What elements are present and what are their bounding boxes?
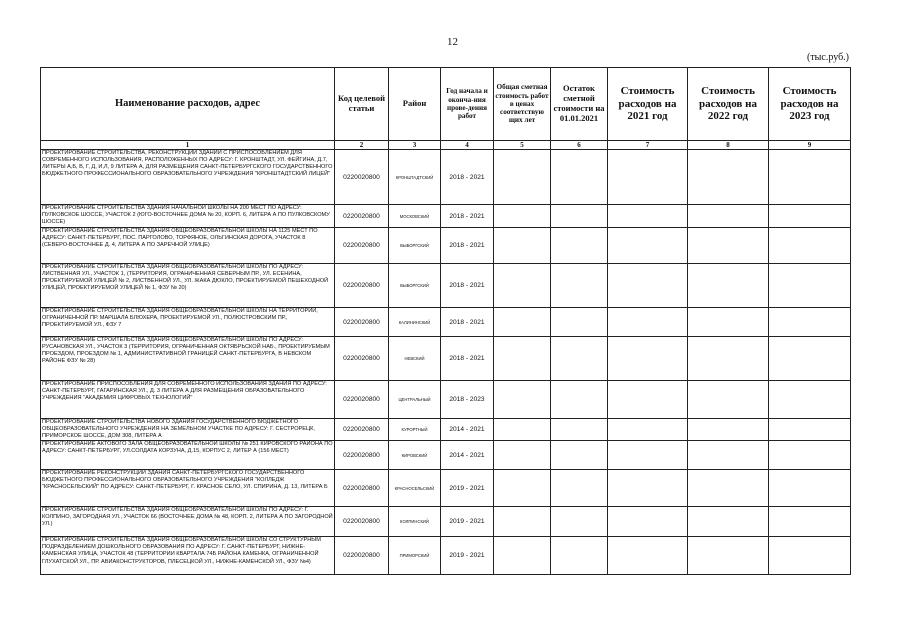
cost-2021-cell xyxy=(608,441,688,470)
remaining-cost-cell xyxy=(551,507,608,537)
work-years: 2014 - 2021 xyxy=(441,419,494,441)
district: ВЫБОРГСКИЙ xyxy=(389,264,441,308)
cost-2023-cell xyxy=(769,507,851,537)
cost-2021-cell xyxy=(608,308,688,337)
col-number: 1 xyxy=(41,141,335,150)
district: ЦЕНТРАЛЬНЫЙ xyxy=(389,381,441,419)
cost-2021-cell xyxy=(608,205,688,228)
district: КИРОВСКИЙ xyxy=(389,441,441,470)
work-years: 2018 - 2021 xyxy=(441,150,494,205)
col-number: 9 xyxy=(769,141,851,150)
cost-2022-cell xyxy=(688,264,769,308)
expense-name: ПРОЕКТИРОВАНИЕ СТРОИТЕЛЬСТВА НОВОГО ЗДАНИЯ ГОСУДАРСТВЕННОГО БЮДЖЕТНОГО ОБЩЕОБРАЗОВАТЕЛЬНОГО УЧРЕЖДЕНИЯ НА ЗЕМЕЛЬНОМ УЧАСТКЕ ПО АДРЕСУ: Г. СЕСТРОРЕЦК, ПРИМОРСКОЕ ШОССЕ, ДОМ 308, ЛИТЕРА А xyxy=(41,419,335,441)
expense-name: ПРОЕКТИРОВАНИЕ СТРОИТЕЛЬСТВА ЗДАНИЯ ОБЩЕОБРАЗОВАТЕЛЬНОЙ ШКОЛЫ ПО АДРЕСУ: ЛИСТВЕННАЯ УЛ., УЧАСТОК 1, (ТЕРРИТОРИЯ, ОГРАНИЧЕННАЯ СЕВЕРНЫМ ПР., УЛ. ЕСЕНИНА, ПРОЕКТИРУЕМОЙ УЛИЦЕЙ № 2, ЛИСТВЕННОЙ УЛ., УЛ. ЖАКА ДЮКЛО, ПРОЕКТИРУЕМОЙ ПЕШЕХОДНОЙ УЛИЦЕЙ, ПРОЕКТИРУЕМОЙ УЛИЦЕЙ № 1, ФЗУ № 20) xyxy=(41,264,335,308)
target-code: 0220020800 xyxy=(335,470,389,507)
district: КОЛПИНСКИЙ xyxy=(389,507,441,537)
target-code: 0220020800 xyxy=(335,150,389,205)
expense-name: ПРОЕКТИРОВАНИЕ СТРОИТЕЛЬСТВА ЗДАНИЯ ОБЩЕОБРАЗОВАТЕЛЬНОЙ ШКОЛЫ НА ТЕРРИТОРИИ, ОГРАНИЧЕННОЙ ПР. МАРШАЛА БЛЮХЕРА, ПРОЕКТИРУЕМОЙ УЛ., ПОЛЮСТРОВСКИМ ПР., ПРОЕКТИРУЕМОЙ УЛ., ФЗУ 7 xyxy=(41,308,335,337)
col-number: 7 xyxy=(608,141,688,150)
cost-2022-cell xyxy=(688,150,769,205)
col-header-name: Наименование расходов, адрес xyxy=(41,68,335,141)
target-code: 0220020800 xyxy=(335,264,389,308)
target-code: 0220020800 xyxy=(335,337,389,381)
table-row xyxy=(41,537,851,575)
page-number: 12 xyxy=(447,36,458,48)
table-row xyxy=(41,308,851,337)
col-header-total-cost: Общая сметная стоимость работ в ценах соответствую щих лет xyxy=(494,68,551,141)
total-cost-cell xyxy=(494,308,551,337)
remaining-cost-cell xyxy=(551,337,608,381)
cost-2022-cell xyxy=(688,381,769,419)
column-numbers-row xyxy=(41,141,851,150)
target-code: 0220020800 xyxy=(335,537,389,575)
remaining-cost-cell xyxy=(551,470,608,507)
units-label: (тыс.руб.) xyxy=(806,52,849,63)
expense-name: ПРОЕКТИРОВАНИЕ АКТОВОГО ЗАЛА ОБЩЕОБРАЗОВАТЕЛЬНОЙ ШКОЛЫ № 251 КИРОВСКОГО РАЙОНА ПО АДРЕСУ: САНКТ-ПЕТЕРБУРГ, УЛ.СОЛДАТА КОРЗУНА, Д.15, КОРПУС 2, ЛИТЕР А (156 МЕСТ) xyxy=(41,441,335,470)
remaining-cost-cell xyxy=(551,228,608,264)
table-row xyxy=(41,470,851,507)
table-row xyxy=(41,150,851,205)
expense-name: ПРОЕКТИРОВАНИЕ РЕКОНСТРУКЦИИ ЗДАНИЯ САНКТ-ПЕТЕРБУРГСКОГО ГОСУДАРСТВЕННОГО БЮДЖЕТНОГО ПРОФЕССИОНАЛЬНОГО ОБРАЗОВАТЕЛЬНОГО УЧРЕЖДЕНИЯ "КОЛЛЕДЖ "КРАСНОСЕЛЬСКИЙ" ПО АДРЕСУ: САНКТ-ПЕТЕРБУРГ, Г. КРАСНОЕ СЕЛО, УЛ. СПИРИНА, Д. 13, ЛИТЕРА Б xyxy=(41,470,335,507)
table-body xyxy=(41,150,851,575)
col-number: 2 xyxy=(335,141,389,150)
work-years: 2018 - 2021 xyxy=(441,308,494,337)
cost-2021-cell xyxy=(608,228,688,264)
expense-name: ПРОЕКТИРОВАНИЕ СТРОИТЕЛЬСТВА ЗДАНИЯ ОБЩЕОБРАЗОВАТЕЛЬНОЙ ШКОЛЫ ПО АДРЕСУ: РУСАНОВСКАЯ УЛ., УЧАСТОК 3 (ТЕРРИТОРИЯ, ОГРАНИЧЕННАЯ ОКТЯБРЬСКОЙ НАБ., ПРОЕКТИРУЕМЫМ ПРОЕЗДОМ, ПРОЕЗДОМ № 1, АДМИНИСТРАТИВНОЙ ГРАНИЦЕЙ САНКТ-ПЕТЕРБУРГА, В НЕВСКОМ РАЙОНЕ ФЗУ № 28) xyxy=(41,337,335,381)
cost-2023-cell xyxy=(769,228,851,264)
col-header-code: Код целевой статьи xyxy=(335,68,389,141)
district: ВЫБОРГСКИЙ xyxy=(389,228,441,264)
total-cost-cell xyxy=(494,470,551,507)
col-number: 4 xyxy=(441,141,494,150)
work-years: 2019 - 2021 xyxy=(441,537,494,575)
total-cost-cell xyxy=(494,150,551,205)
cost-2021-cell xyxy=(608,507,688,537)
cost-2021-cell xyxy=(608,381,688,419)
remaining-cost-cell xyxy=(551,150,608,205)
cost-2022-cell xyxy=(688,308,769,337)
cost-2023-cell xyxy=(769,264,851,308)
expense-name: ПРОЕКТИРОВАНИЕ СТРОИТЕЛЬСТВА, РЕКОНСТРУКЦИИ ЗДАНИЙ С ПРИСПОСОБЛЕНИЕМ ДЛЯ СОВРЕМЕННОГО ИСПОЛЬЗОВАНИЯ, РАСПОЛОЖЕННЫХ ПО АДРЕСУ: Г. КРОНШТАДТ, УЛ. ФЕЙГИНА, Д.7, ЛИТЕРЫ А,Б, В, Г, Д, И,Л, 9 ЛИТЕРА А, ДЛЯ РАЗМЕЩЕНИЯ САНКТ-ПЕТЕРБУРГСКОГО ГОСУДАРСТВЕННОГО БЮДЖЕТНОГО ПРОФЕССИОНАЛЬНОГО ОБРАЗОВАТЕЛЬНОГО УЧРЕЖДЕНИЯ "КРОНШТАДТСКИЙ ЛИЦЕЙ" xyxy=(41,150,335,205)
total-cost-cell xyxy=(494,228,551,264)
expense-name: ПРОЕКТИРОВАНИЕ СТРОИТЕЛЬСТВА ЗДАНИЯ НАЧАЛЬНОЙ ШКОЛЫ НА 200 МЕСТ ПО АДРЕСУ: ПУЛКОВСКОЕ ШОССЕ, УЧАСТОК 2 (ЮГО-ВОСТОЧНЕЕ ДОМА № 20, КОРП. 6, ЛИТЕРА А ПО ПУЛКОВСКОМУ ШОССЕ) xyxy=(41,205,335,228)
cost-2022-cell xyxy=(688,507,769,537)
cost-2023-cell xyxy=(769,205,851,228)
district: ПРИМОРСКИЙ xyxy=(389,537,441,575)
total-cost-cell xyxy=(494,205,551,228)
cost-2023-cell xyxy=(769,308,851,337)
target-code: 0220020800 xyxy=(335,381,389,419)
col-number: 6 xyxy=(551,141,608,150)
col-header-years: Год начала и оконча-ния прове-дения работ xyxy=(441,68,494,141)
cost-2021-cell xyxy=(608,337,688,381)
remaining-cost-cell xyxy=(551,205,608,228)
table-row xyxy=(41,337,851,381)
cost-2021-cell xyxy=(608,264,688,308)
district: МОСКОВСКИЙ xyxy=(389,205,441,228)
col-header-remaining-cost: Остаток сметной стоимости на 01.01.2021 xyxy=(551,68,608,141)
total-cost-cell xyxy=(494,441,551,470)
cost-2023-cell xyxy=(769,419,851,441)
district: КУРОРТНЫЙ xyxy=(389,419,441,441)
cost-2023-cell xyxy=(769,381,851,419)
remaining-cost-cell xyxy=(551,381,608,419)
cost-2023-cell xyxy=(769,150,851,205)
table-row xyxy=(41,205,851,228)
cost-2022-cell xyxy=(688,228,769,264)
cost-2021-cell xyxy=(608,537,688,575)
remaining-cost-cell xyxy=(551,441,608,470)
total-cost-cell xyxy=(494,264,551,308)
remaining-cost-cell xyxy=(551,537,608,575)
cost-2023-cell xyxy=(769,537,851,575)
expense-name: ПРОЕКТИРОВАНИЕ ПРИСПОСОБЛЕНИЯ ДЛЯ СОВРЕМЕННОГО ИСПОЛЬЗОВАНИЯ ЗДАНИЯ ПО АДРЕСУ: САНКТ-ПЕТЕРБУРГ, ГАГАРИНСКАЯ УЛ., Д. 3 ЛИТЕРА А ДЛЯ РАЗМЕЩЕНИЯ ОБРАЗОВАТЕЛЬНОГО УЧРЕЖДЕНИЯ "АКАДЕМИЯ ЦИФРОВЫХ ТЕХНОЛОГИЙ" xyxy=(41,381,335,419)
cost-2022-cell xyxy=(688,337,769,381)
table-row xyxy=(41,381,851,419)
total-cost-cell xyxy=(494,381,551,419)
target-code: 0220020800 xyxy=(335,228,389,264)
col-header-cost-2022: Стоимость расходов на 2022 год xyxy=(688,68,769,141)
table-row xyxy=(41,441,851,470)
cost-2021-cell xyxy=(608,419,688,441)
remaining-cost-cell xyxy=(551,264,608,308)
target-code: 0220020800 xyxy=(335,441,389,470)
work-years: 2019 - 2021 xyxy=(441,507,494,537)
col-header-cost-2023: Стоимость расходов на 2023 год xyxy=(769,68,851,141)
table-row xyxy=(41,419,851,441)
work-years: 2018 - 2021 xyxy=(441,337,494,381)
cost-2022-cell xyxy=(688,205,769,228)
cost-2023-cell xyxy=(769,441,851,470)
table-row xyxy=(41,228,851,264)
table-row xyxy=(41,507,851,537)
cost-2021-cell xyxy=(608,150,688,205)
cost-2021-cell xyxy=(608,470,688,507)
expenses-table xyxy=(40,67,851,575)
target-code: 0220020800 xyxy=(335,308,389,337)
work-years: 2018 - 2021 xyxy=(441,228,494,264)
target-code: 0220020800 xyxy=(335,419,389,441)
cost-2022-cell xyxy=(688,537,769,575)
table-header-row xyxy=(41,68,851,141)
district: НЕВСКИЙ xyxy=(389,337,441,381)
table-row xyxy=(41,264,851,308)
cost-2022-cell xyxy=(688,470,769,507)
district: КРОНШТАДТСКИЙ xyxy=(389,150,441,205)
remaining-cost-cell xyxy=(551,308,608,337)
expense-name: ПРОЕКТИРОВАНИЕ СТРОИТЕЛЬСТВА ЗДАНИЯ ОБЩЕОБРАЗОВАТЕЛЬНОЙ ШКОЛЫ НА 1125 МЕСТ ПО АДРЕСУ: САНКТ-ПЕТЕРБУРГ, ПОС. ПАРГОЛОВО, ТОРФЯНОЕ, ОЛЬГИНСКАЯ ДОРОГА, УЧАСТОК 8 (СЕВЕРО-ВОСТОЧНЕЕ Д. 4, ЛИТЕРА А ПО ЗАРЕЧНОЙ УЛИЦЕ) xyxy=(41,228,335,264)
col-header-cost-2021: Стоимость расходов на 2021 год xyxy=(608,68,688,141)
cost-2022-cell xyxy=(688,419,769,441)
total-cost-cell xyxy=(494,507,551,537)
target-code: 0220020800 xyxy=(335,205,389,228)
total-cost-cell xyxy=(494,537,551,575)
remaining-cost-cell xyxy=(551,419,608,441)
cost-2023-cell xyxy=(769,470,851,507)
total-cost-cell xyxy=(494,337,551,381)
work-years: 2018 - 2021 xyxy=(441,205,494,228)
col-number: 5 xyxy=(494,141,551,150)
expense-name: ПРОЕКТИРОВАНИЕ СТРОИТЕЛЬСТВА ЗДАНИЯ ОБЩЕОБРАЗОВАТЕЛЬНОЙ ШКОЛЫ ПО АДРЕСУ: Г. КОЛПИНО, ЗАГОРОДНАЯ УЛ., УЧАСТОК 66 (ВОСТОЧНЕЕ ДОМА № 48, КОРП. 2, ЛИТЕРА А ПО ЗАГОРОДНОЙ УЛ.) xyxy=(41,507,335,537)
cost-2022-cell xyxy=(688,441,769,470)
district: КРАСНОСЕЛЬСКИЙ xyxy=(389,470,441,507)
col-number: 8 xyxy=(688,141,769,150)
col-header-district: Район xyxy=(389,68,441,141)
work-years: 2019 - 2021 xyxy=(441,470,494,507)
total-cost-cell xyxy=(494,419,551,441)
work-years: 2014 - 2021 xyxy=(441,441,494,470)
district: КАЛИНИНСКИЙ xyxy=(389,308,441,337)
expense-name: ПРОЕКТИРОВАНИЕ СТРОИТЕЛЬСТВА ЗДАНИЯ ОБЩЕОБРАЗОВАТЕЛЬНОЙ ШКОЛЫ СО СТРУКТУРНЫМ ПОДРАЗДЕЛЕНИЕМ ДОШКОЛЬНОГО ОБРАЗОВАНИЯ ПО АДРЕСУ: Г. САНКТ-ПЕТЕРБУРГ, НИЖНЕ-КАМЕНСКАЯ УЛИЦА, УЧАСТОК 48 (ТЕРРИТОРИИ КВАРТАЛА 74Б РАЙОНА КАМЕНКА, ОГРАНИЧЕННОЙ ГЛУХАТСКОЙ УЛ., ПР. АВИАКОНСТРУКТОРОВ, ПЛЕСЕЦКОЙ УЛ., НИЖНЕ-КАМЕНСКОЙ УЛ., ФЗУ №4) xyxy=(41,537,335,575)
cost-2023-cell xyxy=(769,337,851,381)
work-years: 2018 - 2021 xyxy=(441,264,494,308)
work-years: 2018 - 2023 xyxy=(441,381,494,419)
target-code: 0220020800 xyxy=(335,507,389,537)
col-number: 3 xyxy=(389,141,441,150)
